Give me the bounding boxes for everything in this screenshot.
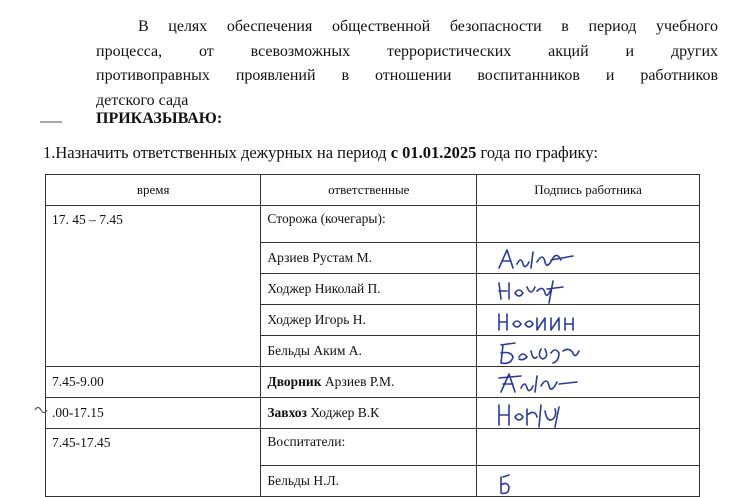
header-responsible: ответственные (261, 175, 477, 206)
paragraph-line: противоправных проявлений в отношении воспитанников и работников (96, 67, 718, 84)
signature-cell (477, 429, 700, 466)
intro-paragraph (96, 15, 718, 113)
signature-cell (477, 206, 700, 243)
signature-mark (493, 469, 593, 497)
role-title: Завхоз (267, 405, 307, 420)
paragraph-line: процесса, от всевозможных террористических акций и других (96, 42, 718, 60)
scan-artifact-mark (34, 404, 48, 416)
signature-mark (493, 246, 593, 274)
person-name: Ходжер В.К (306, 405, 380, 420)
role-cell (261, 367, 477, 398)
signature-cell (477, 305, 700, 336)
pen-dash-mark (40, 121, 62, 123)
signature-cell (477, 243, 700, 274)
time-cell: 17. 45 – 7.45 (46, 206, 261, 367)
point-text-after: года по графику: (476, 143, 598, 162)
table-row (46, 367, 700, 398)
person-name: Арзиев Р.М. (321, 374, 395, 389)
person-cell: Ходжер Игорь Н. (261, 305, 477, 336)
header-signature: Подпись работника (477, 175, 700, 206)
order-heading: ПРИКАЗЫВАЮ: (96, 110, 223, 127)
signature-mark (493, 370, 593, 398)
table-row (46, 206, 700, 243)
point-date: с 01.01.2025 (390, 143, 477, 162)
time-cell: 7.45-9.00 (46, 367, 261, 398)
time-cell: .00-17.15 (46, 398, 261, 429)
person-cell: Бельды Н.Л. (261, 466, 477, 497)
paragraph-line: В целях обеспечения общественной безопасности в период учебного (138, 18, 718, 35)
signature-cell (477, 398, 700, 429)
signature-mark (493, 277, 593, 305)
signature-cell (477, 466, 700, 497)
role-cell: Сторожа (кочегары): (261, 206, 477, 243)
signature-mark (493, 401, 593, 429)
point-text-before: 1.Назначить ответственных дежурных на период (43, 143, 391, 162)
signature-cell (477, 274, 700, 305)
person-cell: Арзиев Рустам М. (261, 243, 477, 274)
signature-mark (493, 339, 593, 367)
duty-schedule-table (45, 174, 700, 497)
time-cell: 7.45-17.45 (46, 429, 261, 497)
role-title: Дворник (267, 374, 322, 389)
role-cell (261, 398, 477, 429)
order-point-1 (43, 143, 598, 163)
table-row (46, 429, 700, 466)
signature-cell (477, 336, 700, 367)
person-cell: Ходжер Николай П. (261, 274, 477, 305)
table-row (46, 398, 700, 429)
signature-cell (477, 367, 700, 398)
paragraph-line: детского сада (96, 91, 189, 109)
header-time: время (46, 175, 261, 206)
role-cell: Воспитатели: (261, 429, 477, 466)
person-cell: Бельды Аким А. (261, 336, 477, 367)
signature-mark (493, 308, 593, 336)
table-header-row (46, 175, 700, 206)
